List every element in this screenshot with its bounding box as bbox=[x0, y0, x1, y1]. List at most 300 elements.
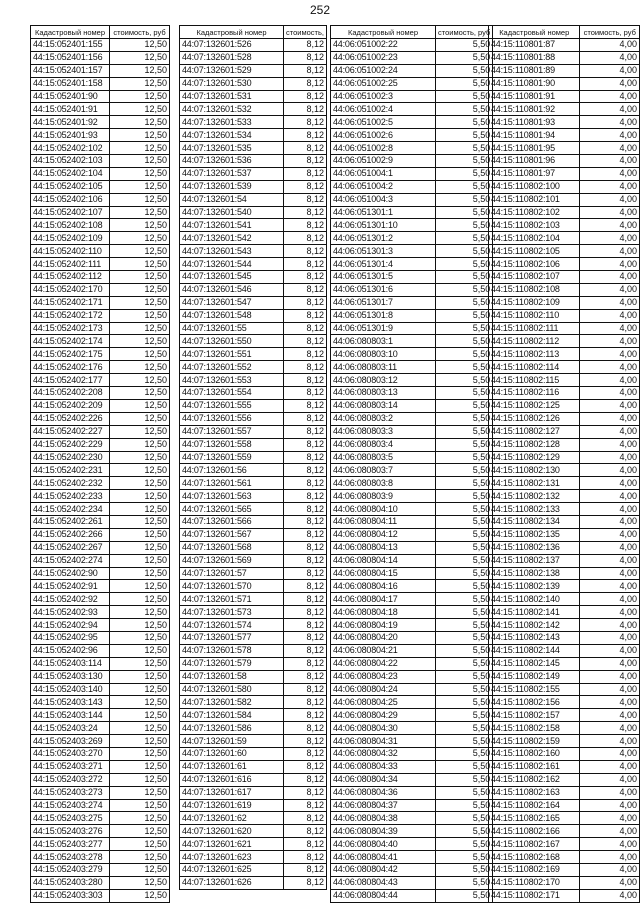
cost-cell: 8,12 bbox=[284, 709, 327, 722]
cadastral-number-cell: 44:07:132601:561 bbox=[180, 477, 284, 490]
cadastral-number-cell: 44:15:110802:116 bbox=[489, 387, 580, 400]
cadastral-number-cell: 44:15:110802:144 bbox=[489, 644, 580, 657]
cadastral-number-cell: 44:06:080803:13 bbox=[331, 387, 436, 400]
table-row bbox=[331, 51, 493, 64]
cadastral-number-cell: 44:15:110802:104 bbox=[489, 232, 580, 245]
cadastral-number-cell: 44:15:052402:95 bbox=[31, 631, 110, 644]
table-row bbox=[489, 851, 640, 864]
cost-cell: 5,50 bbox=[436, 296, 493, 309]
cadastral-number-cell: 44:07:132601:616 bbox=[180, 773, 284, 786]
table-row bbox=[489, 129, 640, 142]
cost-cell: 8,12 bbox=[284, 245, 327, 258]
cadastral-number-cell: 44:06:080804:25 bbox=[331, 696, 436, 709]
table-row bbox=[331, 477, 493, 490]
cadastral-number-cell: 44:06:080803:2 bbox=[331, 412, 436, 425]
cost-cell: 8,12 bbox=[284, 619, 327, 632]
table-row bbox=[180, 193, 327, 206]
cost-cell: 5,50 bbox=[436, 77, 493, 90]
cost-cell: 4,00 bbox=[580, 876, 640, 889]
table-row bbox=[180, 271, 327, 284]
cost-cell: 4,00 bbox=[580, 348, 640, 361]
cadastral-number-cell: 44:07:132601:577 bbox=[180, 631, 284, 644]
table-row bbox=[180, 116, 327, 129]
cost-cell: 12,50 bbox=[110, 142, 170, 155]
cadastral-number-cell: 44:15:110802:114 bbox=[489, 361, 580, 374]
cadastral-number-cell: 44:15:052402:111 bbox=[31, 258, 110, 271]
table-row bbox=[331, 451, 493, 464]
cadastral-number-cell: 44:15:110802:107 bbox=[489, 271, 580, 284]
cost-cell: 4,00 bbox=[580, 425, 640, 438]
cadastral-number-cell: 44:15:110802:115 bbox=[489, 374, 580, 387]
cost-cell: 4,00 bbox=[580, 773, 640, 786]
table-row bbox=[489, 799, 640, 812]
cadastral-number-cell: 44:07:132601:554 bbox=[180, 387, 284, 400]
cadastral-number-cell: 44:06:080803:5 bbox=[331, 451, 436, 464]
table-row bbox=[31, 567, 170, 580]
cost-cell: 5,50 bbox=[436, 412, 493, 425]
table-row bbox=[489, 193, 640, 206]
cadastral-number-cell: 44:07:132601:60 bbox=[180, 747, 284, 760]
cost-cell: 5,50 bbox=[436, 657, 493, 670]
cost-cell: 4,00 bbox=[580, 825, 640, 838]
cadastral-number-cell: 44:15:110801:96 bbox=[489, 155, 580, 168]
cost-cell: 5,50 bbox=[436, 567, 493, 580]
cadastral-number-cell: 44:06:051301:6 bbox=[331, 283, 436, 296]
cost-cell: 8,12 bbox=[284, 296, 327, 309]
table-header-row bbox=[489, 26, 640, 39]
cadastral-number-cell: 44:06:051002:5 bbox=[331, 116, 436, 129]
table-row bbox=[31, 283, 170, 296]
cadastral-number-cell: 44:15:052402:227 bbox=[31, 425, 110, 438]
cost-cell: 12,50 bbox=[110, 593, 170, 606]
cadastral-number-cell: 44:15:052402:171 bbox=[31, 296, 110, 309]
table-row bbox=[489, 503, 640, 516]
cadastral-number-cell: 44:06:051002:3 bbox=[331, 90, 436, 103]
table-row bbox=[180, 528, 327, 541]
cadastral-number-cell: 44:07:132601:558 bbox=[180, 438, 284, 451]
cadastral-number-cell: 44:15:052402:107 bbox=[31, 206, 110, 219]
table-row bbox=[31, 348, 170, 361]
cadastral-number-cell: 44:07:132601:55 bbox=[180, 322, 284, 335]
cadastral-number-cell: 44:06:051002:8 bbox=[331, 142, 436, 155]
cadastral-number-cell: 44:15:052403:273 bbox=[31, 786, 110, 799]
cost-cell: 4,00 bbox=[580, 838, 640, 851]
cadastral-number-cell: 44:07:132601:578 bbox=[180, 644, 284, 657]
cadastral-number-cell: 44:15:052402:231 bbox=[31, 464, 110, 477]
cost-cell: 5,50 bbox=[436, 167, 493, 180]
cadastral-number-cell: 44:06:080804:22 bbox=[331, 657, 436, 670]
cost-cell: 12,50 bbox=[110, 735, 170, 748]
cadastral-number-cell: 44:07:132601:537 bbox=[180, 167, 284, 180]
table-row bbox=[180, 387, 327, 400]
table-row bbox=[489, 271, 640, 284]
table-row bbox=[489, 309, 640, 322]
cadastral-number-cell: 44:06:080804:31 bbox=[331, 735, 436, 748]
table-row bbox=[180, 747, 327, 760]
cost-cell: 4,00 bbox=[580, 657, 640, 670]
cost-cell: 8,12 bbox=[284, 786, 327, 799]
table-row bbox=[489, 296, 640, 309]
table-row bbox=[331, 142, 493, 155]
table-row bbox=[489, 77, 640, 90]
table-row bbox=[489, 90, 640, 103]
cost-cell: 8,12 bbox=[284, 644, 327, 657]
cadastral-number-cell: 44:07:132601:59 bbox=[180, 735, 284, 748]
cadastral-number-header: Кадастровый номер bbox=[180, 26, 284, 39]
table-row bbox=[31, 747, 170, 760]
cost-cell: 8,12 bbox=[284, 503, 327, 516]
table-row bbox=[31, 167, 170, 180]
table-row bbox=[331, 503, 493, 516]
cadastral-number-header: Кадастровый номер bbox=[31, 26, 110, 39]
cadastral-number-cell: 44:15:110801:95 bbox=[489, 142, 580, 155]
table-row bbox=[489, 657, 640, 670]
cost-cell: 12,50 bbox=[110, 838, 170, 851]
cost-cell: 4,00 bbox=[580, 39, 640, 52]
cost-cell: 4,00 bbox=[580, 722, 640, 735]
cadastral-number-cell: 44:15:110802:128 bbox=[489, 438, 580, 451]
table-row bbox=[331, 296, 493, 309]
table-row bbox=[331, 838, 493, 851]
table-row bbox=[489, 399, 640, 412]
cost-header: стоимость, руб bbox=[580, 26, 640, 39]
cost-cell: 8,12 bbox=[284, 773, 327, 786]
table-row bbox=[180, 541, 327, 554]
cadastral-number-cell: 44:07:132601:586 bbox=[180, 722, 284, 735]
table-row bbox=[489, 245, 640, 258]
table-row bbox=[331, 567, 493, 580]
cost-header: стоимость, руб bbox=[436, 26, 493, 39]
table-row bbox=[331, 90, 493, 103]
cadastral-number-cell: 44:07:132601:566 bbox=[180, 515, 284, 528]
cadastral-number-cell: 44:06:051301:2 bbox=[331, 232, 436, 245]
cadastral-number-cell: 44:06:080804:43 bbox=[331, 876, 436, 889]
cost-cell: 5,50 bbox=[436, 39, 493, 52]
cadastral-number-cell: 44:07:132601:552 bbox=[180, 361, 284, 374]
cost-cell: 5,50 bbox=[436, 528, 493, 541]
cadastral-number-cell: 44:07:132601:57 bbox=[180, 567, 284, 580]
table-row bbox=[489, 64, 640, 77]
cost-cell: 4,00 bbox=[580, 219, 640, 232]
cadastral-number-cell: 44:15:052402:266 bbox=[31, 528, 110, 541]
cadastral-number-cell: 44:15:110801:88 bbox=[489, 51, 580, 64]
cost-cell: 4,00 bbox=[580, 786, 640, 799]
cost-cell: 8,12 bbox=[284, 425, 327, 438]
cost-cell: 12,50 bbox=[110, 64, 170, 77]
cost-cell: 8,12 bbox=[284, 696, 327, 709]
table-row bbox=[331, 399, 493, 412]
cadastral-number-cell: 44:15:110802:112 bbox=[489, 335, 580, 348]
cadastral-number-cell: 44:06:051002:6 bbox=[331, 129, 436, 142]
table-row bbox=[180, 90, 327, 103]
cost-cell: 4,00 bbox=[580, 554, 640, 567]
table-row bbox=[31, 864, 170, 877]
cadastral-number-cell: 44:06:051002:22 bbox=[331, 39, 436, 52]
cost-cell: 5,50 bbox=[436, 876, 493, 889]
cost-cell: 4,00 bbox=[580, 64, 640, 77]
cadastral-number-cell: 44:15:110802:160 bbox=[489, 747, 580, 760]
table-row bbox=[180, 232, 327, 245]
cadastral-number-cell: 44:15:110801:93 bbox=[489, 116, 580, 129]
cadastral-number-cell: 44:06:051002:9 bbox=[331, 155, 436, 168]
table-row bbox=[31, 374, 170, 387]
cadastral-number-cell: 44:15:110802:134 bbox=[489, 515, 580, 528]
cadastral-number-cell: 44:06:080803:12 bbox=[331, 374, 436, 387]
cadastral-table-2 bbox=[179, 25, 327, 890]
cadastral-number-cell: 44:06:080803:3 bbox=[331, 425, 436, 438]
cost-cell: 12,50 bbox=[110, 335, 170, 348]
cadastral-number-cell: 44:07:132601:582 bbox=[180, 696, 284, 709]
cadastral-table-1 bbox=[30, 25, 170, 903]
table-row bbox=[180, 722, 327, 735]
cadastral-number-cell: 44:06:080804:34 bbox=[331, 773, 436, 786]
cost-cell: 8,12 bbox=[284, 142, 327, 155]
table-row bbox=[31, 825, 170, 838]
cost-cell: 4,00 bbox=[580, 399, 640, 412]
table-row bbox=[331, 64, 493, 77]
cost-cell: 8,12 bbox=[284, 541, 327, 554]
table-row bbox=[331, 851, 493, 864]
table-row bbox=[331, 760, 493, 773]
cadastral-number-cell: 44:07:132601:569 bbox=[180, 554, 284, 567]
cadastral-number-cell: 44:15:110802:159 bbox=[489, 735, 580, 748]
cost-cell: 8,12 bbox=[284, 348, 327, 361]
table-row bbox=[180, 864, 327, 877]
table-row bbox=[331, 889, 493, 902]
cadastral-number-cell: 44:07:132601:626 bbox=[180, 876, 284, 889]
cost-cell: 5,50 bbox=[436, 606, 493, 619]
cost-cell: 12,50 bbox=[110, 412, 170, 425]
table-row bbox=[180, 451, 327, 464]
cadastral-number-cell: 44:15:110802:135 bbox=[489, 528, 580, 541]
cost-cell: 4,00 bbox=[580, 322, 640, 335]
cost-cell: 12,50 bbox=[110, 219, 170, 232]
cadastral-number-cell: 44:07:132601:550 bbox=[180, 335, 284, 348]
cost-cell: 4,00 bbox=[580, 142, 640, 155]
cadastral-number-cell: 44:07:132601:553 bbox=[180, 374, 284, 387]
cost-cell: 5,50 bbox=[436, 425, 493, 438]
table-row bbox=[180, 399, 327, 412]
table-row bbox=[180, 812, 327, 825]
table-row bbox=[331, 786, 493, 799]
cost-cell: 5,50 bbox=[436, 180, 493, 193]
cadastral-number-cell: 44:15:052402:90 bbox=[31, 567, 110, 580]
cost-cell: 5,50 bbox=[436, 760, 493, 773]
cost-cell: 8,12 bbox=[284, 851, 327, 864]
table-row bbox=[489, 709, 640, 722]
table-row bbox=[489, 335, 640, 348]
cadastral-number-cell: 44:15:052402:174 bbox=[31, 335, 110, 348]
cadastral-number-cell: 44:15:110802:162 bbox=[489, 773, 580, 786]
table-row bbox=[331, 283, 493, 296]
table-row bbox=[31, 696, 170, 709]
cadastral-number-cell: 44:15:110802:167 bbox=[489, 838, 580, 851]
cadastral-number-cell: 44:06:080804:13 bbox=[331, 541, 436, 554]
table-row bbox=[31, 838, 170, 851]
cost-cell: 5,50 bbox=[436, 129, 493, 142]
table-row bbox=[331, 619, 493, 632]
cost-cell: 8,12 bbox=[284, 657, 327, 670]
table-row bbox=[331, 812, 493, 825]
cadastral-number-cell: 44:15:052403:274 bbox=[31, 799, 110, 812]
cadastral-number-cell: 44:06:080804:32 bbox=[331, 747, 436, 760]
table-row bbox=[180, 696, 327, 709]
table-row bbox=[489, 283, 640, 296]
cost-cell: 12,50 bbox=[110, 258, 170, 271]
cadastral-number-cell: 44:15:052402:172 bbox=[31, 309, 110, 322]
cadastral-number-cell: 44:07:132601:565 bbox=[180, 503, 284, 516]
cadastral-number-cell: 44:15:052401:158 bbox=[31, 77, 110, 90]
cadastral-number-cell: 44:07:132601:62 bbox=[180, 812, 284, 825]
table-row bbox=[331, 683, 493, 696]
table-row bbox=[31, 773, 170, 786]
cadastral-number-cell: 44:15:110802:156 bbox=[489, 696, 580, 709]
cadastral-number-cell: 44:06:080804:24 bbox=[331, 683, 436, 696]
cadastral-number-cell: 44:15:052403:271 bbox=[31, 760, 110, 773]
cadastral-table-4 bbox=[488, 25, 640, 903]
cost-cell: 8,12 bbox=[284, 361, 327, 374]
table-row bbox=[31, 90, 170, 103]
cadastral-number-cell: 44:06:080804:16 bbox=[331, 580, 436, 593]
cost-cell: 4,00 bbox=[580, 606, 640, 619]
cost-cell: 8,12 bbox=[284, 670, 327, 683]
table-row bbox=[489, 593, 640, 606]
cadastral-number-cell: 44:15:052403:272 bbox=[31, 773, 110, 786]
table-row bbox=[31, 322, 170, 335]
cadastral-number-cell: 44:06:051002:4 bbox=[331, 103, 436, 116]
cost-cell: 5,50 bbox=[436, 51, 493, 64]
cadastral-number-cell: 44:06:051301:4 bbox=[331, 258, 436, 271]
cadastral-number-cell: 44:07:132601:540 bbox=[180, 206, 284, 219]
cadastral-number-cell: 44:06:080804:41 bbox=[331, 851, 436, 864]
cost-cell: 4,00 bbox=[580, 271, 640, 284]
table-row bbox=[489, 39, 640, 52]
cadastral-number-cell: 44:15:110802:163 bbox=[489, 786, 580, 799]
cadastral-number-cell: 44:06:051301:1 bbox=[331, 206, 436, 219]
cadastral-number-cell: 44:15:110802:100 bbox=[489, 180, 580, 193]
cadastral-number-cell: 44:15:110802:157 bbox=[489, 709, 580, 722]
table-row bbox=[31, 644, 170, 657]
cadastral-number-cell: 44:15:052402:177 bbox=[31, 374, 110, 387]
cost-cell: 8,12 bbox=[284, 438, 327, 451]
table-row bbox=[31, 116, 170, 129]
cost-cell: 8,12 bbox=[284, 232, 327, 245]
table-row bbox=[31, 735, 170, 748]
table-row bbox=[31, 245, 170, 258]
table-row bbox=[331, 438, 493, 451]
cost-cell: 5,50 bbox=[436, 503, 493, 516]
table-row bbox=[31, 103, 170, 116]
cost-cell: 12,50 bbox=[110, 619, 170, 632]
cost-cell: 8,12 bbox=[284, 219, 327, 232]
cost-cell: 5,50 bbox=[436, 155, 493, 168]
cost-cell: 12,50 bbox=[110, 180, 170, 193]
cost-cell: 8,12 bbox=[284, 374, 327, 387]
cadastral-number-cell: 44:15:052401:90 bbox=[31, 90, 110, 103]
cadastral-number-cell: 44:15:110801:90 bbox=[489, 77, 580, 90]
cadastral-number-cell: 44:15:052402:208 bbox=[31, 387, 110, 400]
cost-cell: 12,50 bbox=[110, 374, 170, 387]
cost-cell: 5,50 bbox=[436, 451, 493, 464]
table-row bbox=[180, 773, 327, 786]
cost-cell: 8,12 bbox=[284, 528, 327, 541]
cost-cell: 8,12 bbox=[284, 103, 327, 116]
cost-cell: 12,50 bbox=[110, 387, 170, 400]
cadastral-number-cell: 44:15:110802:136 bbox=[489, 541, 580, 554]
cost-cell: 4,00 bbox=[580, 296, 640, 309]
cadastral-number-cell: 44:06:080804:19 bbox=[331, 619, 436, 632]
table-row bbox=[331, 644, 493, 657]
cost-cell: 5,50 bbox=[436, 374, 493, 387]
cadastral-number-cell: 44:15:052403:130 bbox=[31, 670, 110, 683]
cost-cell: 8,12 bbox=[284, 876, 327, 889]
cost-cell: 8,12 bbox=[284, 335, 327, 348]
table-row bbox=[331, 735, 493, 748]
table-row bbox=[180, 477, 327, 490]
table-row bbox=[31, 77, 170, 90]
cadastral-number-cell: 44:07:132601:56 bbox=[180, 464, 284, 477]
cost-cell: 4,00 bbox=[580, 683, 640, 696]
table-row bbox=[489, 747, 640, 760]
cost-cell: 8,12 bbox=[284, 64, 327, 77]
table-row bbox=[489, 812, 640, 825]
table-row bbox=[180, 760, 327, 773]
cost-cell: 12,50 bbox=[110, 155, 170, 168]
cost-cell: 5,50 bbox=[436, 399, 493, 412]
table-row bbox=[31, 876, 170, 889]
table-row bbox=[31, 412, 170, 425]
table-row bbox=[331, 258, 493, 271]
table-row bbox=[489, 477, 640, 490]
table-row bbox=[489, 374, 640, 387]
table-row bbox=[31, 683, 170, 696]
table-row bbox=[331, 696, 493, 709]
table-row bbox=[180, 464, 327, 477]
cadastral-number-cell: 44:15:110802:168 bbox=[489, 851, 580, 864]
table-row bbox=[331, 593, 493, 606]
cadastral-number-cell: 44:07:132601:526 bbox=[180, 39, 284, 52]
table-row bbox=[31, 425, 170, 438]
table-row bbox=[489, 619, 640, 632]
cadastral-number-cell: 44:07:132601:617 bbox=[180, 786, 284, 799]
table-row bbox=[180, 631, 327, 644]
cadastral-number-cell: 44:15:110802:113 bbox=[489, 348, 580, 361]
cadastral-number-cell: 44:07:132601:567 bbox=[180, 528, 284, 541]
table-row bbox=[331, 155, 493, 168]
cost-cell: 5,50 bbox=[436, 889, 493, 902]
cost-cell: 12,50 bbox=[110, 361, 170, 374]
table-row bbox=[489, 219, 640, 232]
cost-cell: 8,12 bbox=[284, 129, 327, 142]
table-row bbox=[180, 335, 327, 348]
table-row bbox=[331, 116, 493, 129]
cost-cell: 4,00 bbox=[580, 593, 640, 606]
cadastral-number-cell: 44:15:052402:233 bbox=[31, 490, 110, 503]
cost-cell: 5,50 bbox=[436, 619, 493, 632]
cost-cell: 5,50 bbox=[436, 245, 493, 258]
cadastral-number-cell: 44:15:052403:280 bbox=[31, 876, 110, 889]
cadastral-number-cell: 44:07:132601:542 bbox=[180, 232, 284, 245]
cost-cell: 5,50 bbox=[436, 580, 493, 593]
cadastral-number-cell: 44:15:110802:102 bbox=[489, 206, 580, 219]
cost-cell: 12,50 bbox=[110, 889, 170, 902]
cadastral-number-cell: 44:15:052403:144 bbox=[31, 709, 110, 722]
table-row bbox=[31, 335, 170, 348]
cadastral-number-cell: 44:15:052402:230 bbox=[31, 451, 110, 464]
cadastral-number-cell: 44:15:110801:89 bbox=[489, 64, 580, 77]
cadastral-table bbox=[488, 25, 640, 903]
cadastral-number-cell: 44:07:132601:555 bbox=[180, 399, 284, 412]
